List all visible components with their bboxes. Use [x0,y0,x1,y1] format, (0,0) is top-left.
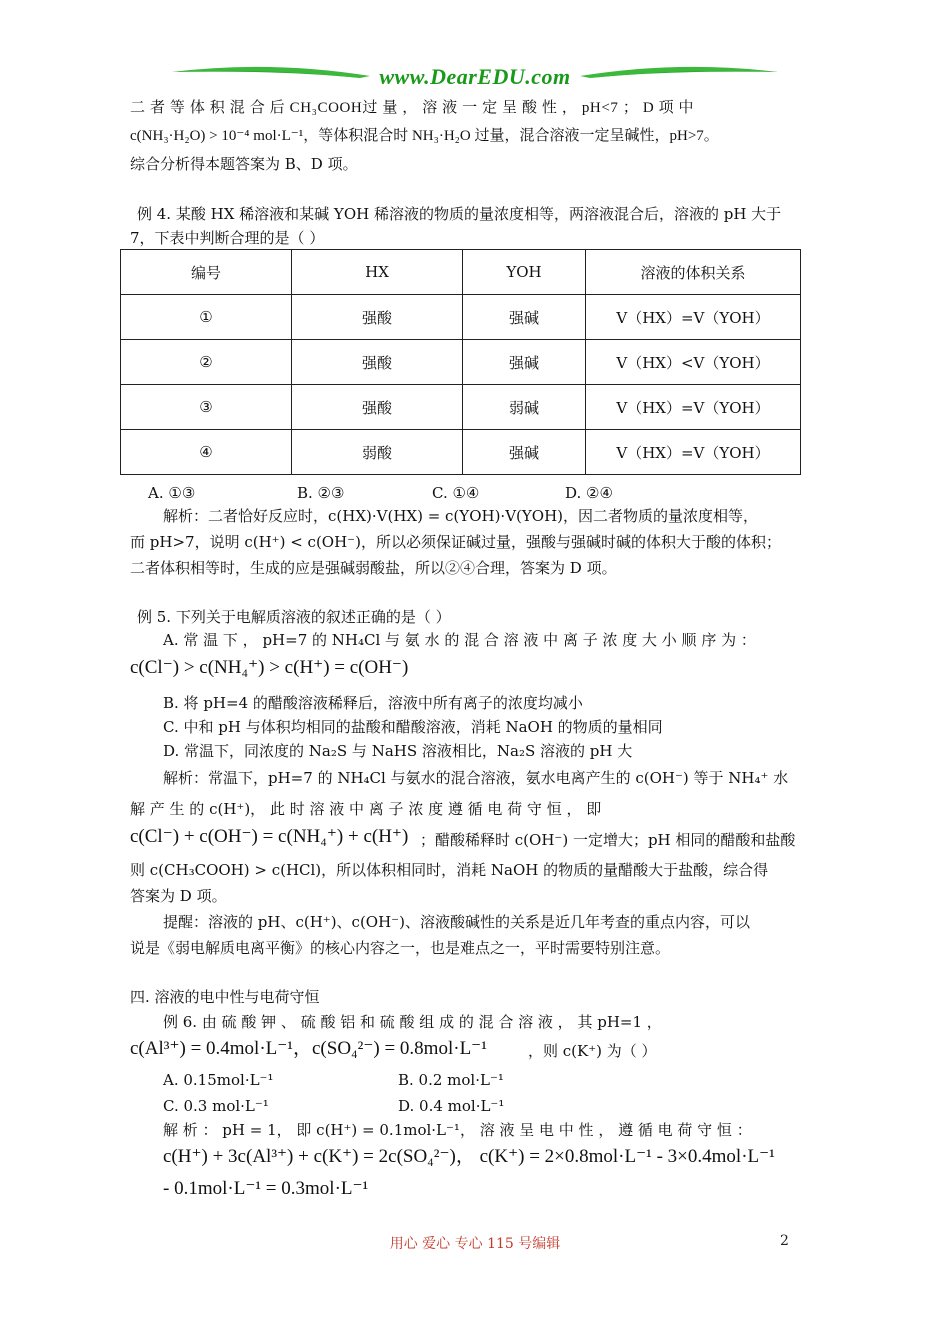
table-cell: ④ [121,430,292,475]
option-d: D. 0.4 mol·L⁻¹ [398,1097,505,1115]
formula-line: c(H⁺) + 3c(Al³⁺) + c(K⁺) = 2c(SO₄²⁻)， c(K⁺) = 2×0.8mol·L⁻¹ - 3×0.4mol·L⁻¹ [163,1146,775,1167]
analysis-line: 解析：二者恰好反应时，c(HX)·V(HX) = c(YOH)·V(YOH)，因二者物质的量浓度相等， [163,507,759,525]
formula-line: c(Al³⁺) = 0.4mol·L⁻¹，c(SO₄²⁻) = 0.8mol·L⁻¹ [130,1038,487,1059]
option-b: B. ②③ [297,484,345,502]
analysis-line: 答案为 D 项。 [130,887,227,905]
table-cell: V（HX）=V（YOH） [586,385,801,430]
table-cell: 弱碱 [463,385,586,430]
table-header-row [121,250,801,295]
table-cell: 强碱 [463,340,586,385]
table-cell: 强碱 [463,295,586,340]
table-cell: ② [121,340,292,385]
example-4-question: 7，下表中判断合理的是（ ） [130,229,325,247]
table-cell: 强碱 [463,430,586,475]
option-a: A. 0.15mol·L⁻¹ [163,1071,274,1089]
analysis-line: 二者体积相等时，生成的应是强碱弱酸盐，所以②④合理，答案为 D 项。 [130,559,617,577]
option-b: B. 0.2 mol·L⁻¹ [398,1071,504,1089]
site-logo-text: www.DearEDU.com [379,64,571,89]
text-line: 综合分析得本题答案为 B、D 项。 [130,155,358,173]
table-header: HX [292,250,463,295]
option-a: A. 常 温 下 ， pH=7 的 NH₄Cl 与 氨 水 的 混 合 溶 液 中 离 子 浓 度 大 小 顺 序 为 ： [163,631,756,649]
option-d: D. ②④ [565,484,613,502]
table-cell: V（HX）=V（YOH） [586,430,801,475]
example-6-question: ，则 c(K⁺) 为（ ） [528,1042,657,1060]
example-6-question: 例 6. 由 硫 酸 钾 、 硫 酸 铝 和 硫 酸 组 成 的 混 合 溶 液 ， 其 pH=1 ， [163,1013,662,1031]
table-row [121,340,801,385]
text-line: 二 者 等 体 积 混 合 后 CH₃COOH过 量 ， 溶 液 一 定 呈 酸 性 ， pH<7 ； D 项 中 [130,100,695,116]
formula-line: c(Cl⁻) > c(NH₄⁺) > c(H⁺) = c(OH⁻) [130,657,409,678]
table-row [121,430,801,475]
analysis-line: 解 析 ： pH = 1， 即 c(H⁺) = 0.1mol·L⁻¹， 溶 液 呈 电 中 性 ， 遵 循 电 荷 守 恒 ： [163,1121,752,1139]
table-header: 溶液的体积关系 [586,250,801,295]
option-c: C. ①④ [432,484,480,502]
text-line: c(NH₃·H₂O) > 10⁻⁴ mol·L⁻¹，等体积混合时 NH₃·H₂O 过量，混合溶液一定呈碱性，pH>7。 [130,128,719,144]
table-cell: V（HX）<V（YOH） [586,340,801,385]
analysis-line: 解 产 生 的 c(H⁺)， 此 时 溶 液 中 离 子 浓 度 遵 循 电 荷 守 恒 ， 即 [130,800,602,818]
table-cell: ③ [121,385,292,430]
footer-slogan: 用心 爱心 专心 115 号编辑 [389,1236,561,1252]
analysis-line: 则 c(CH₃COOH) > c(HCl)，所以体积相同时，消耗 NaOH 的物质的量醋酸大于盐酸，综合得 [130,861,769,879]
table-cell: ① [121,295,292,340]
formula-line: c(Cl⁻) + c(OH⁻) = c(NH₄⁺) + c(H⁺) [130,826,409,847]
option-c: C. 中和 pH 与体积均相同的盐酸和醋酸溶液，消耗 NaOH 的物质的量相同 [163,718,663,736]
table-cell: 强酸 [292,385,463,430]
tip-line: 说是《弱电解质电离平衡》的核心内容之一，也是难点之一，平时需要特别注意。 [130,939,671,957]
table-row [121,385,801,430]
option-d: D. 常温下，同浓度的 Na₂S 与 NaHS 溶液相比，Na₂S 溶液的 pH 大 [163,742,633,760]
analysis-line: 而 pH>7，说明 c(H⁺) < c(OH⁻)，所以必须保证碱过量，强酸与强碱时碱的体积大于酸的体积； [130,533,781,551]
tip-line: 提醒：溶液的 pH、c(H⁺)、c(OH⁻)、溶液酸碱性的关系是近几年考查的重点内容，可以 [163,913,750,931]
analysis-line: 解析：常温下，pH=7 的 NH₄Cl 与氨水的混合溶液，氨水电离产生的 c(OH⁻) 等于 NH₄⁺ 水 [163,769,789,787]
table-row [121,295,801,340]
analysis-line: ；醋酸稀释时 c(OH⁻) 一定增大；pH 相同的醋酸和盐酸 [420,831,796,849]
example-5-question: 例 5. 下列关于电解质溶液的叙述正确的是（ ） [137,608,451,626]
table-cell: 强酸 [292,295,463,340]
page-number: 2 [780,1233,789,1249]
formula-line: - 0.1mol·L⁻¹ = 0.3mol·L⁻¹ [163,1178,369,1199]
table-header: YOH [463,250,586,295]
table-cell: 弱酸 [292,430,463,475]
example-4-question: 例 4. 某酸 HX 稀溶液和某碱 YOH 稀溶液的物质的量浓度相等，两溶液混合后，溶液的 pH 大于 [137,205,782,223]
judgment-table [120,249,801,475]
option-a: A. ①③ [148,484,196,502]
option-b: B. 将 pH=4 的醋酸溶液稀释后，溶液中所有离子的浓度均减小 [163,694,583,712]
table-cell: V（HX）=V（YOH） [586,295,801,340]
table-cell: 强酸 [292,340,463,385]
section-heading: 四. 溶液的电中性与电荷守恒 [130,988,320,1006]
table-header: 编号 [121,250,292,295]
option-c: C. 0.3 mol·L⁻¹ [163,1097,269,1115]
site-header [170,58,780,98]
